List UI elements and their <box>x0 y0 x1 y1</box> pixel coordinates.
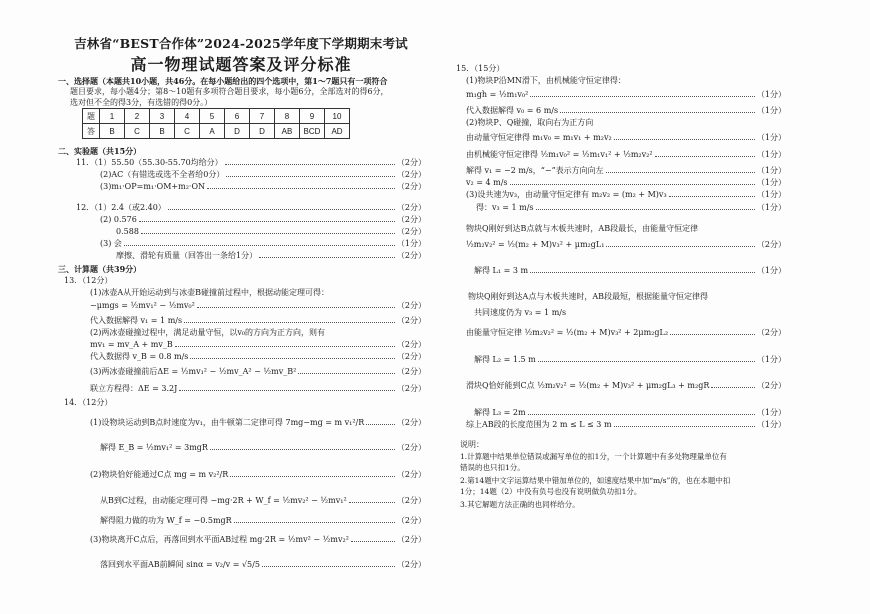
answer-line: 解得 L₁ = 3 m （1分） <box>474 266 786 275</box>
question-heading: 13．（12分） <box>64 276 113 285</box>
answer-cell: C <box>125 124 150 139</box>
question-number: 10 <box>325 109 350 124</box>
answer-line: 联立方程得：ΔE = 3.2J （2分） <box>90 384 426 393</box>
question-number: 5 <box>200 109 225 124</box>
answer-line: 代入数据解得 v₁ = 1 m/s （2分） <box>90 316 426 325</box>
answer-line: 摩擦、滑轮有质量（回答出一条给1分） （2分） <box>116 251 426 260</box>
answer-line: (2)AC（有错选或选不全者给0分） （2分） <box>100 170 426 179</box>
answer-line: (2)物块恰好能通过C点 mg = m v₂²/R （2分） <box>90 470 426 479</box>
answer-line: −μmgs = ½mv₁² − ½mv₀² （2分） <box>90 301 426 310</box>
answer-line: 从B到C过程，由动能定理可得 −mg·2R + W_f = ½mv₂² − ½mv₁² （2分） <box>100 496 426 505</box>
section-1-heading: 一、选择题（本题共10小题，共46分。在每小题给出的四个选项中，第1～7题只有一项符合 <box>58 76 388 86</box>
answer-cell: AD <box>325 124 350 139</box>
answer-title: 高一物理试题答案及评分标准 <box>130 55 352 74</box>
table-header-cell: 答 <box>83 124 100 139</box>
answer-line: 得：v₃ = 1 m/s （1分） <box>476 203 786 212</box>
answer-cell: A <box>200 124 225 139</box>
answer-line: 由动量守恒定律得 m₁v₀ = m₁v₁ + m₂v₂ （1分） <box>466 133 786 142</box>
answer-line: 12．（1）2.4（或2.40） （2分） <box>76 203 426 212</box>
answer-line: 解得阻力做的功为 W_f = −0.5mgR （2分） <box>100 516 426 525</box>
answer-line: 由机械能守恒定律得 ½m₁v₀² = ½m₁v₁² + ½m₂v₂² （1分） <box>466 150 786 159</box>
answer-cell: B <box>150 124 175 139</box>
question-heading: 15．（15分） <box>456 64 505 73</box>
question-number: 7 <box>250 109 275 124</box>
answer-line: (3)设共速为v₃，由动量守恒定律有 m₂v₂ = (m₂ + M)v₃ （1分） <box>466 190 786 199</box>
section-1-text: 选对但不全的得3分，有选错的得0分。） <box>70 98 213 107</box>
note-item: 1.计算题中结果单位错误或漏写单位的扣1分，一个计算题中有多处物理量单位有 <box>460 452 727 461</box>
answer-line: 代入数据解得 v₀ = 6 m/s （1分） <box>466 106 786 115</box>
table-row <box>83 124 350 139</box>
answer-line: 由能量守恒定律 ½m₂v₂² = ½(m₂ + M)v₃² + 2μm₂gL₂ （2分） <box>466 328 786 337</box>
note-item: 2.第14题中文字运算结果中错加单位的，如速度结果中加“m/s”的，也在本题中扣 <box>460 476 731 485</box>
answer-cell: C <box>175 124 200 139</box>
answer-line: 解得 L₂ = 1.5 m （1分） <box>474 355 786 364</box>
question-number: 1 <box>100 109 125 124</box>
section-2-heading: 二、实验题（共15分） <box>58 146 142 156</box>
section-3-heading: 三、计算题（共39分） <box>58 264 142 274</box>
solution-text: 共同速度仍为 v₃ = 1 m/s <box>474 308 567 317</box>
solution-text: 物块Q刚好到达A点与木板共速时，AB段最短，根据能量守恒定律得 <box>468 292 708 301</box>
question-number: 9 <box>300 109 325 124</box>
note-item: 1分；14题（2）中没有负号也没有说明做负功扣1分。 <box>460 487 642 496</box>
question-number: 2 <box>125 109 150 124</box>
question-number: 8 <box>275 109 300 124</box>
answer-cell: B <box>100 124 125 139</box>
note-item: 3.其它解题方法正确的也同样给分。 <box>460 500 580 509</box>
question-number: 4 <box>175 109 200 124</box>
answer-line: (1)设物块运动到B点时速度为v₁，由牛顿第二定律可得 7mg−mg = m v₁²/R （2分） <box>90 418 426 427</box>
section-1-text: 题目要求，每小题4分；第8～10题有多项符合题目要求，每小题6分，全部选对的得6分， <box>70 87 389 96</box>
solution-text: (1)物块P沿MN滑下，由机械能守恒定律得： <box>466 76 626 85</box>
answer-line: 综上AB段的长度范围为 2 m ≤ L ≤ 3 m （1分） <box>466 420 786 429</box>
solution-text: (2)物块P、Q碰撞，取向右为正方向 <box>466 118 594 127</box>
answer-line: 滑块Q恰好能到C点 ½m₂v₂² = ½(m₂ + M)v₃² + μm₂gL₃ + m₂gR （2分） <box>466 381 786 390</box>
answer-line: ½m₂v₂² = ½(m₂ + M)v₃² + μm₂gL₁ （2分） <box>466 240 786 249</box>
answer-line: (3)物块离开C点后，再落回到水平面AB过程 mg·2R = ½mv² − ½mv₂² （2分） <box>90 535 426 544</box>
answer-line: 解得 E_B = ½mv₁² = 3mgR （2分） <box>100 443 426 452</box>
answer-line: m₁gh = ½m₁v₀² （1分） <box>466 90 786 99</box>
answer-cell: D <box>250 124 275 139</box>
solution-text: 物块Q刚好到达B点就与木板共速时，AB段最长，由能量守恒定律 <box>466 224 699 233</box>
answer-line: 解得 L₃ = 2m （1分） <box>474 408 786 417</box>
solution-text: (1)冰壶A从开始运动到与冰壶B碰撞前过程中，根据动能定理可得： <box>90 288 329 297</box>
table-header-cell: 题 <box>83 109 100 124</box>
answer-line: (3) 会 （1分） <box>100 239 426 248</box>
answer-line: v₂ = 4 m/s （1分） <box>466 178 786 187</box>
note-item: 错误的也只扣1分。 <box>460 463 525 472</box>
answer-cell: D <box>225 124 250 139</box>
answer-line: 落回到水平面AB前瞬间 sinα = v₂/v = √5/5 （2分） <box>100 560 426 569</box>
answer-line: (3)m₁·OP=m₁·OM+m₂·ON （2分） <box>100 182 426 191</box>
answer-cell: AB <box>275 124 300 139</box>
answer-line: 11．（1）55.50（55.30-55.70均给分） （2分） <box>76 158 426 167</box>
notes-heading: 说明： <box>460 440 484 449</box>
exam-title: 吉林省“BEST合作体”2024-2025学年度下学期期末考试 <box>74 36 408 51</box>
answer-line: 解得 v₁ = −2 m/s，“−”表示方向向左 （1分） <box>466 166 786 175</box>
answer-table <box>82 108 350 139</box>
answer-line: 代入数据得 v_B = 0.8 m/s （2分） <box>90 352 426 361</box>
question-number: 6 <box>225 109 250 124</box>
answer-line: 0.588 （2分） <box>116 227 426 236</box>
question-number: 3 <box>150 109 175 124</box>
solution-text: (2)两冰壶碰撞过程中，满足动量守恒，以v₀的方向为正方向，则有 <box>90 328 326 337</box>
question-heading: 14．（12分） <box>64 398 113 407</box>
answer-line: (3)两冰壶碰撞前后ΔE = ½mv₁² − ½mv_A² − ½mv_B² （2分） <box>90 367 426 376</box>
answer-line: mv₁ = mv_A + mv_B （2分） <box>90 340 426 349</box>
table-row <box>83 109 350 124</box>
answer-line: (2) 0.576 （2分） <box>100 215 426 224</box>
answer-cell: BCD <box>300 124 325 139</box>
